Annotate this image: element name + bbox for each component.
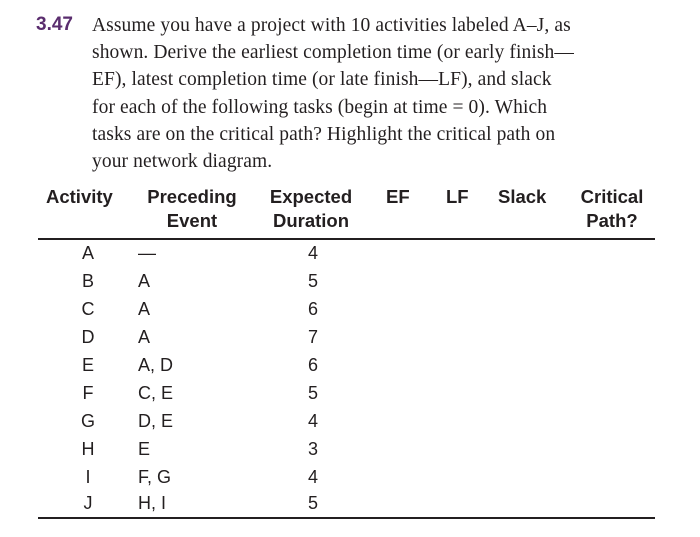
table-row xyxy=(38,351,655,379)
header-slack: Slack xyxy=(498,186,547,207)
duration-cell: 3 xyxy=(307,439,318,459)
preceding-cell: F, G xyxy=(138,467,172,487)
header-activity: Activity xyxy=(46,186,113,207)
header-critical-path xyxy=(572,185,652,233)
preceding-cell: H, I xyxy=(138,493,167,513)
preceding-cell: A xyxy=(138,327,151,347)
activity-cell: F xyxy=(82,383,94,403)
header-lf: LF xyxy=(446,186,469,207)
table-row xyxy=(38,379,655,407)
header-expected-line1: Expected xyxy=(269,186,353,207)
duration-cell: 5 xyxy=(307,493,318,513)
duration-cell: 6 xyxy=(307,355,318,375)
preceding-cell: A xyxy=(138,299,151,319)
preceding-cell: D, E xyxy=(138,411,174,431)
table-row xyxy=(38,407,655,435)
table-row xyxy=(38,435,655,463)
table-row xyxy=(38,489,655,517)
header-expected-line2: Duration xyxy=(272,210,350,231)
activity-cell: I xyxy=(85,467,91,487)
table-bottom-rule xyxy=(38,517,655,519)
problem-line: tasks are on the critical path? Highlight the critical path on xyxy=(92,123,556,145)
duration-cell: 5 xyxy=(307,271,318,291)
duration-cell: 4 xyxy=(307,467,318,487)
activity-cell: E xyxy=(81,355,94,375)
header-preceding-event xyxy=(142,185,242,233)
header-critical-line2: Path? xyxy=(586,210,638,231)
header-preceding-line1: Preceding xyxy=(147,186,237,207)
activity-cell: H xyxy=(81,439,95,459)
preceding-cell: A, D xyxy=(138,355,174,375)
preceding-cell: A xyxy=(138,271,151,291)
problem-number: 3.47 xyxy=(36,14,73,35)
activity-cell: D xyxy=(81,327,95,347)
activity-cell: A xyxy=(81,243,94,263)
duration-cell: 6 xyxy=(307,299,318,319)
activity-cell: C xyxy=(81,299,95,319)
header-critical-line1: Critical xyxy=(580,186,644,207)
duration-cell: 5 xyxy=(307,383,318,403)
preceding-cell: E xyxy=(138,439,151,459)
page-top-edge xyxy=(0,0,700,6)
table-row xyxy=(38,267,655,295)
duration-cell: 7 xyxy=(307,327,318,347)
preceding-cell: C, E xyxy=(138,383,174,403)
problem-line: Assume you have a project with 10 activities labeled A–J, as xyxy=(92,15,571,36)
problem-line: EF), latest completion time (or late finish—LF), and slack xyxy=(92,69,552,91)
table-row xyxy=(38,463,655,491)
preceding-cell: — xyxy=(138,243,156,263)
problem-line: shown. Derive the earliest completion time (or early finish— xyxy=(92,42,574,64)
activity-cell: J xyxy=(83,493,93,513)
activity-cell: G xyxy=(80,411,95,431)
table-row xyxy=(38,295,655,323)
problem-line: for each of the following tasks (begin at time = 0). Which xyxy=(92,96,548,118)
duration-cell: 4 xyxy=(307,411,318,431)
problem-line: your network diagram. xyxy=(92,151,273,173)
activity-cell: B xyxy=(81,271,94,291)
header-expected-duration xyxy=(264,185,358,233)
table-row xyxy=(38,323,655,351)
problem-statement xyxy=(92,12,667,175)
duration-cell: 4 xyxy=(307,243,318,263)
header-preceding-line2: Event xyxy=(166,210,218,231)
table-row xyxy=(38,239,655,267)
header-ef: EF xyxy=(386,186,410,207)
